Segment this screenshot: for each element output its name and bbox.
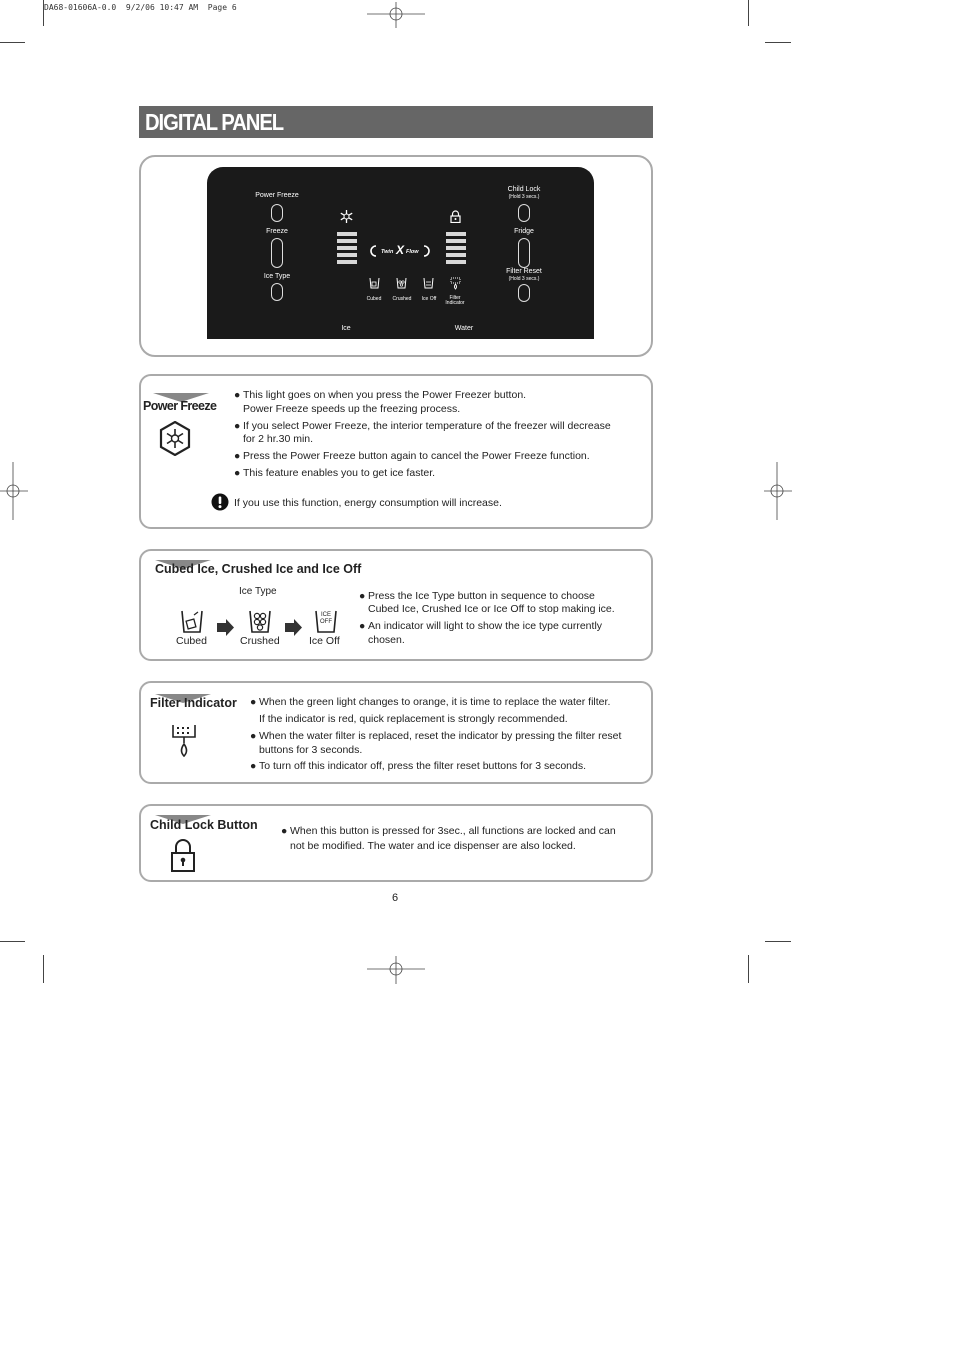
filter-bullet-cont (259, 743, 362, 757)
lock-icon (450, 210, 461, 223)
cubed-label: Cubed (176, 635, 207, 647)
crop-mark (43, 0, 44, 26)
bullet-text: chosen. (368, 634, 405, 646)
bullet-text: To turn off this indicator off, press the filter reset buttons for 3 seconds. (259, 760, 587, 772)
power-freeze-icon (159, 421, 191, 456)
ice-type-button[interactable] (271, 283, 283, 301)
bullet-text: Press the Ice Type button in sequence to choose (368, 590, 595, 602)
bullet-text: not be modified. The water and ice dispenser are also locked. (290, 840, 576, 852)
crop-mark (0, 42, 25, 43)
fridge-button[interactable] (518, 238, 530, 268)
ice-bullet: ● Press the Ice Type button in sequence to choose (359, 590, 595, 602)
panel-ice-off-label: Ice Off (421, 296, 437, 302)
page-number: 6 (392, 892, 399, 904)
panel-cubed-label: Cubed (366, 296, 382, 302)
bullet-text: This light goes on when you press the Power Freezer button. (243, 389, 527, 401)
bullet-text: Press the Power Freeze button again to cancel the Power Freeze function. (243, 450, 590, 462)
print-header: DA68-01606A-0.0 9/2/06 10:47 AM Page 6 (44, 3, 237, 12)
panel-label-ice-type: Ice Type (263, 273, 291, 280)
child-lock-button[interactable] (518, 204, 530, 222)
registration-mark (367, 2, 425, 28)
panel-label-ice: Ice (341, 325, 351, 332)
warning-icon (211, 493, 229, 511)
filter-indicator-icon (169, 721, 199, 759)
lock-icon (169, 838, 197, 873)
panel-label-filter-reset: Filter Reset (506, 268, 542, 275)
panel-label-freeze: Freeze (266, 228, 288, 235)
bullet-text: When this button is pressed for 3sec., all functions are locked and can (290, 825, 616, 837)
ice-bullet: ● An indicator will light to show the ice type currently (359, 620, 603, 632)
child-lock-heading: Child Lock Button (150, 818, 258, 832)
twin-flow-left-icon (369, 245, 377, 257)
filter-indicator-icon (450, 277, 461, 290)
cubed-ice-icon (369, 277, 380, 289)
crop-mark (0, 941, 25, 942)
filter-indicator-heading: Filter Indicator (150, 696, 237, 710)
ice-off-icon-text: ICE OFF (320, 612, 332, 625)
fridge-temp-bars (446, 232, 466, 267)
digital-panel (207, 167, 594, 339)
bullet-text: An indicator will light to show the ice type currently (368, 620, 603, 632)
power-freeze-bullet-cont (243, 432, 313, 446)
twin-x-flow-logo-x: X (396, 243, 405, 257)
panel-crushed-label: Crushed (392, 296, 412, 302)
freezer-temp-bars (337, 232, 357, 267)
power-freeze-bullet: ● This light goes on when you press the Power Freezer button. (234, 389, 527, 401)
power-freeze-bullet: ● If you select Power Freeze, the interior temperature of the freezer will decrease (234, 420, 611, 432)
cubed-ice-icon (180, 609, 204, 634)
panel-label-child-lock-hold: (Hold 3 secs.) (508, 194, 540, 200)
crop-mark (748, 955, 749, 983)
power-freeze-bullet-cont (243, 402, 460, 416)
registration-mark (0, 462, 28, 520)
child-lock-bullet-cont (290, 839, 576, 853)
ice-bullet-cont (368, 633, 405, 647)
bullet-text: for 2 hr.30 min. (243, 433, 314, 445)
bullet-text: Cubed Ice, Crushed Ice or Ice Off to stop making ice. (368, 603, 615, 615)
panel-twin-label: Twin (381, 249, 394, 255)
power-freeze-heading: Power Freeze (143, 399, 217, 413)
bullet-text: buttons for 3 seconds. (259, 744, 363, 756)
crushed-ice-icon (248, 609, 272, 634)
twin-flow-right-icon (423, 245, 431, 257)
child-lock-bullet: ● When this button is pressed for 3sec., all functions are locked and can (281, 825, 616, 837)
panel-label-power-freeze: Power Freeze (255, 192, 299, 199)
power-freeze-bullet: ● Press the Power Freeze button again to cancel the Power Freeze function. (234, 450, 590, 462)
panel-filter-indicator-label: Filter Indicator (445, 295, 465, 306)
panel-label-fridge: Fridge (514, 228, 534, 235)
panel-label-filter-reset-hold: (Hold 3 secs.) (508, 276, 540, 282)
panel-label-child-lock: Child Lock (507, 186, 541, 193)
arrow-right-icon (217, 619, 235, 636)
ice-type-label: Ice Type (239, 586, 277, 597)
ice-type-heading: Cubed Ice, Crushed Ice and Ice Off (155, 562, 362, 576)
bullet-text: When the water filter is replaced, reset the indicator by pressing the filter reset (259, 730, 622, 742)
filter-bullet-cont (259, 712, 568, 726)
filter-bullet: ● When the water filter is replaced, reset the indicator by pressing the filter reset (250, 730, 622, 742)
panel-flow-label: Flow (406, 249, 419, 255)
power-freeze-bullet: ● This feature enables you to get ice faster. (234, 467, 436, 479)
power-freeze-warning: If you use this function, energy consumption will increase. (234, 497, 502, 509)
registration-mark (764, 462, 792, 520)
panel-label-water: Water (454, 325, 474, 332)
filter-bullet: ● When the green light changes to orange, it is time to replace the water filter. (250, 696, 611, 708)
crop-mark (765, 42, 791, 43)
ice-off-icon (423, 277, 434, 289)
page-title: DIGITAL PANEL (145, 109, 284, 135)
section-title-bar (139, 106, 653, 138)
bullet-text: When the green light changes to orange, it is time to replace the water filter. (259, 696, 611, 708)
bullet-text: This feature enables you to get ice faster. (243, 467, 436, 479)
ice-bullet-cont (368, 602, 615, 616)
snowflake-icon (340, 210, 353, 223)
filter-reset-button[interactable] (518, 284, 530, 302)
ice-off-label: Ice Off (309, 635, 340, 647)
crop-mark (765, 941, 791, 942)
freeze-button[interactable] (271, 238, 283, 268)
filter-bullet: ● To turn off this indicator off, press the filter reset buttons for 3 seconds. (250, 760, 587, 772)
crop-mark (43, 955, 44, 983)
crushed-label: Crushed (240, 635, 280, 647)
arrow-right-icon (285, 619, 303, 636)
bullet-text: Power Freeze speeds up the freezing process. (243, 403, 461, 415)
crop-mark (748, 0, 749, 26)
power-freeze-button[interactable] (271, 204, 283, 222)
registration-mark (367, 956, 425, 984)
bullet-text: If the indicator is red, quick replacement is strongly recommended. (259, 713, 568, 725)
bullet-text: If you select Power Freeze, the interior temperature of the freezer will decrease (243, 420, 611, 432)
crushed-ice-icon (396, 277, 407, 289)
